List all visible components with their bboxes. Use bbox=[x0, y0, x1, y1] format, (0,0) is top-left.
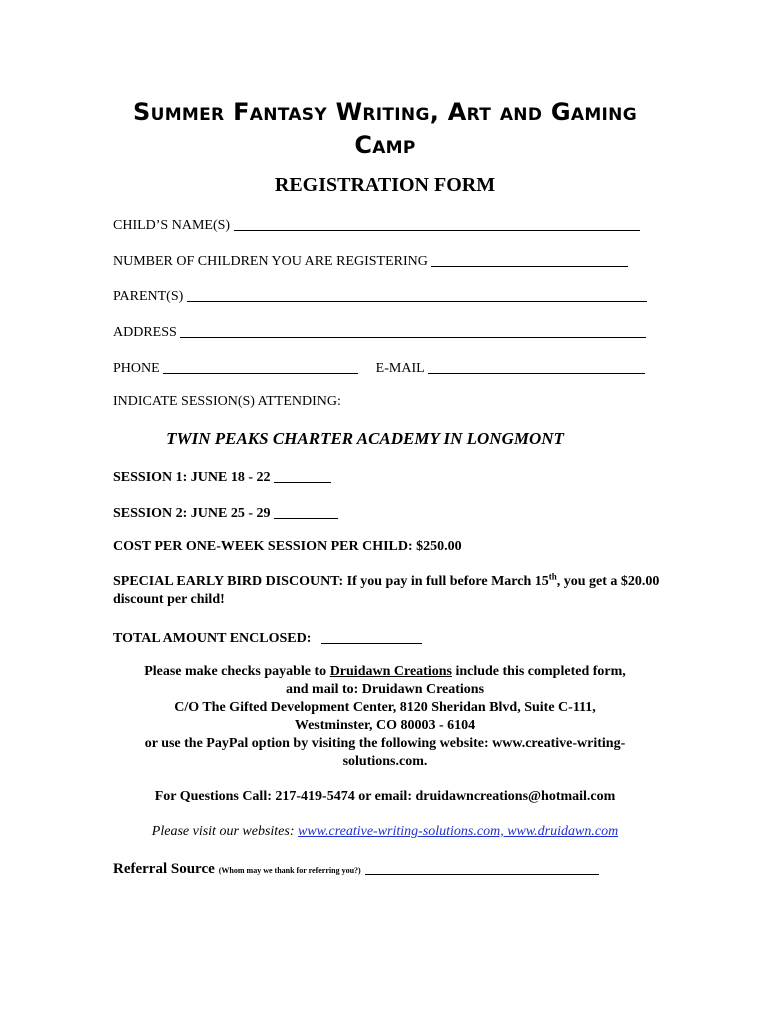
total-field[interactable] bbox=[321, 629, 422, 644]
total-row bbox=[113, 629, 422, 647]
referral-label: Referral Source bbox=[113, 861, 215, 877]
email-field[interactable] bbox=[428, 359, 645, 374]
payee-name: Druidawn Creations bbox=[329, 664, 452, 679]
child-names-label: CHILD’S NAME(S) bbox=[113, 218, 231, 233]
session-1-field[interactable] bbox=[274, 468, 331, 483]
phone-email-row bbox=[113, 359, 645, 377]
payment-prefix: Please make checks payable to bbox=[144, 664, 330, 679]
payment-line-3: C/O The Gifted Development Center, 8120 Sheridan Blvd, Suite C-111, bbox=[174, 700, 596, 715]
address-row bbox=[113, 323, 646, 341]
child-names-row bbox=[113, 216, 640, 234]
address-field[interactable] bbox=[180, 323, 646, 338]
discount-superscript: th bbox=[548, 571, 557, 582]
payment-line-4: Westminster, CO 80003 - 6104 bbox=[294, 718, 476, 733]
email-label: E-MAIL bbox=[375, 361, 425, 376]
cost-line: COST PER ONE-WEEK SESSION PER CHILD: $250.00 bbox=[113, 539, 462, 554]
payment-instructions bbox=[100, 663, 670, 771]
parents-field[interactable] bbox=[187, 287, 647, 302]
session-1-row bbox=[113, 468, 331, 486]
number-children-field[interactable] bbox=[431, 252, 628, 267]
child-names-field[interactable] bbox=[234, 216, 640, 231]
payment-line-2: and mail to: Druidawn Creations bbox=[285, 682, 485, 697]
parents-label: PARENT(S) bbox=[113, 289, 184, 304]
discount-text-1: SPECIAL EARLY BIRD DISCOUNT: If you pay in full before March 15 bbox=[113, 574, 549, 589]
parents-row bbox=[113, 287, 647, 305]
page-title bbox=[100, 96, 670, 162]
payment-line-5: or use the PayPal option by visiting the following website: www.creative-writing- bbox=[144, 736, 626, 751]
referral-field[interactable] bbox=[365, 860, 599, 875]
payment-suffix: include this completed form, bbox=[451, 664, 626, 679]
phone-field[interactable] bbox=[163, 359, 358, 374]
phone-label: PHONE bbox=[113, 361, 160, 376]
payment-line-6: solutions.com. bbox=[342, 754, 428, 769]
referral-note: (Whom may we thank for referring you?) bbox=[218, 866, 361, 875]
contact-info: For Questions Call: 217-419-5474 or email: druidawncreations@hotmail.com bbox=[154, 789, 616, 804]
number-children-label: NUMBER OF CHILDREN YOU ARE REGISTERING bbox=[113, 254, 428, 269]
early-bird-discount bbox=[113, 573, 663, 609]
discount-text-2: , you get a $20.00 discount per child! bbox=[113, 574, 660, 607]
venue-heading: TWIN PEAKS CHARTER ACADEMY IN LONGMONT bbox=[166, 429, 564, 448]
website-links[interactable]: www.creative-writing-solutions.com, www.druidawn.com bbox=[298, 824, 619, 839]
websites-line bbox=[0, 824, 770, 840]
address-label: ADDRESS bbox=[113, 325, 177, 340]
payment-line-1 bbox=[100, 663, 670, 681]
title-line-1: Summer Fantasy Writing, Art and Gaming bbox=[133, 98, 637, 126]
session-2-row bbox=[113, 504, 338, 522]
number-children-row bbox=[113, 252, 628, 270]
session-2-label: SESSION 2: JUNE 25 - 29 bbox=[113, 506, 271, 521]
session-2-field[interactable] bbox=[274, 504, 338, 519]
form-heading: REGISTRATION FORM bbox=[274, 174, 496, 196]
websites-prefix: Please visit our websites: bbox=[151, 824, 298, 839]
sessions-prompt: INDICATE SESSION(S) ATTENDING: bbox=[113, 394, 341, 409]
total-label: TOTAL AMOUNT ENCLOSED: bbox=[113, 631, 312, 646]
title-line-2: Camp bbox=[354, 131, 416, 159]
referral-row bbox=[113, 860, 599, 878]
session-1-label: SESSION 1: JUNE 18 - 22 bbox=[113, 470, 271, 485]
